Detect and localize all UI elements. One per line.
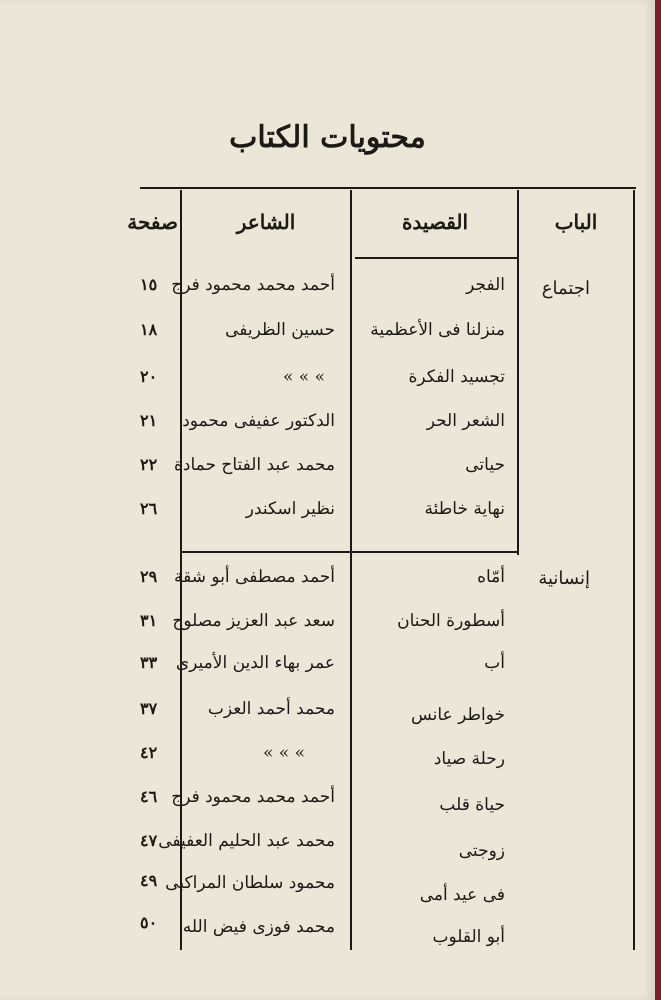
toc-poem: الفجر (466, 275, 505, 295)
toc-poet: نظير اسكندر (245, 499, 335, 519)
toc-page-number: ٢٩ (140, 567, 158, 586)
toc-poet: محمد أحمد العزب (207, 699, 335, 719)
toc-poem: خواطر عانس (410, 705, 505, 725)
table-top-rule (140, 187, 636, 189)
column-divider-chapter (517, 190, 519, 555)
toc-poem: أبو القلوب (432, 927, 505, 947)
header-poem: القصيدة (401, 210, 469, 234)
toc-poet: محمد عبد الحليم العفيفى (158, 831, 335, 851)
toc-poem: فى عيد أمى (419, 885, 505, 905)
page-title: محتويات الكتاب (229, 120, 426, 155)
toc-page-number: ٤٦ (140, 787, 158, 806)
toc-poem: أب (484, 653, 505, 673)
header-chapter: الباب (554, 210, 598, 234)
toc-page-number: ٣٣ (140, 653, 158, 672)
toc-poet: أحمد مصطفى أبو شقة (174, 567, 335, 587)
toc-poem: منزلنا فى الأعظمية (370, 320, 505, 340)
toc-poet: عمر بهاء الدين الأميرى (175, 653, 335, 673)
toc-poem: تجسيد الفكرة (408, 367, 505, 387)
toc-page-number: ٥٠ (140, 913, 158, 932)
toc-poet: حسين الظريفى (225, 320, 335, 340)
toc-poet: محمد فوزى فيض الله (182, 917, 335, 937)
toc-poet: » » » (282, 367, 325, 387)
toc-poet: » » » (262, 743, 305, 763)
toc-poem: الشعر الحر (426, 411, 505, 431)
toc-poet: أحمد محمد محمود فرج (171, 275, 335, 295)
header-bottom-rule (355, 257, 518, 259)
toc-poem: أسطورة الحنان (397, 611, 505, 631)
toc-page-number: ٢١ (140, 411, 158, 430)
toc-page-number: ٢٦ (140, 499, 158, 518)
toc-page-number: ٤٢ (140, 743, 158, 762)
toc-page-number: ٤٧ (140, 831, 158, 850)
toc-poet: سعد عبد العزيز مصلوح (172, 611, 335, 631)
toc-poet: محمود سلطان المراكبى (165, 873, 335, 893)
toc-page-number: ١٥ (140, 275, 158, 294)
toc-poem: زوجتى (458, 841, 505, 861)
section-divider-rule (180, 551, 518, 553)
right-edge-rule (633, 190, 635, 950)
toc-page-number: ٢٠ (140, 367, 158, 386)
toc-poem: حياة قلب (439, 795, 505, 815)
toc-page-number: ٣١ (140, 611, 158, 630)
toc-page-number: ٤٩ (140, 871, 158, 890)
toc-poem: نهاية خاطئة (424, 499, 505, 519)
toc-poem: أمّاه (477, 567, 505, 587)
section-chapter-label: إنسانية (538, 568, 590, 589)
toc-page-number: ٣٧ (140, 699, 158, 718)
toc-poem: حياتى (465, 455, 505, 475)
toc-poet: محمد عبد الفتاح حمادة (173, 455, 335, 475)
header-poet: الشاعر (236, 210, 296, 234)
toc-poem: رحلة صياد (433, 749, 505, 769)
toc-page-number: ٢٢ (140, 455, 158, 474)
toc-page-number: ١٨ (140, 320, 158, 339)
toc-poet: الدكتور عفيفى محمود (182, 411, 335, 431)
section-chapter-label: اجتماع (541, 278, 590, 299)
header-page: صفحة (127, 210, 178, 234)
toc-poet: أحمد محمد محمود فرج (171, 787, 335, 807)
